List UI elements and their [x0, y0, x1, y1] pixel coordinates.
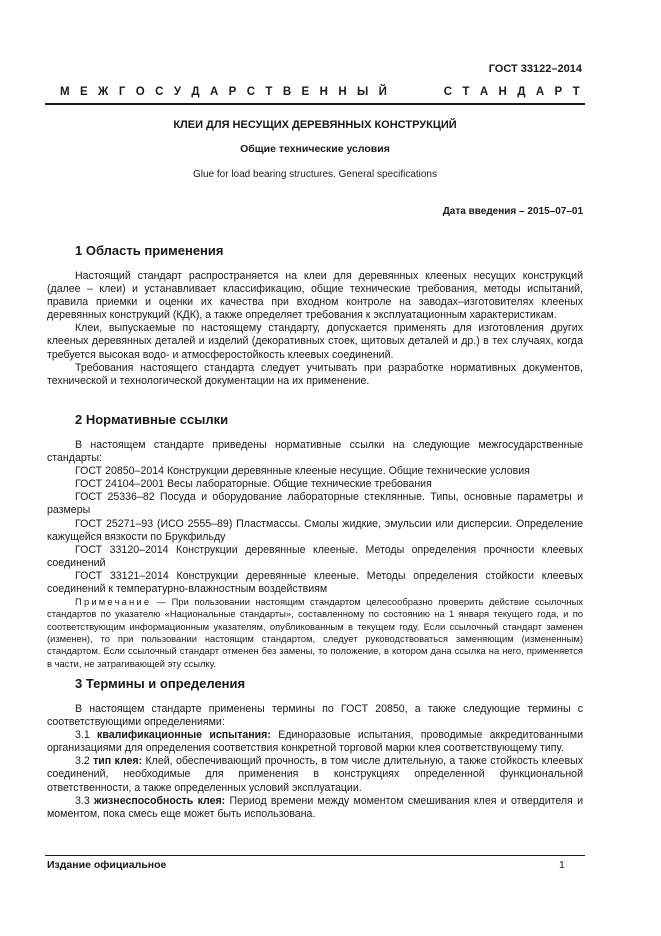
section-2-heading: 2 Нормативные ссылки [75, 412, 229, 427]
banner-letter: Г [118, 86, 126, 98]
banner-letter: В [282, 86, 292, 98]
banner-letter: Н [338, 86, 347, 98]
section-2-body [47, 439, 583, 670]
banner-letter: Й [378, 86, 387, 98]
section-1-heading: 1 Область применения [75, 243, 224, 258]
banner-letter: А [209, 86, 219, 98]
reference-item: ГОСТ 20850–2014 Конструкции деревянные клееные несущие. Общие технические условия [75, 465, 530, 478]
section-1-paragraph: Клеи, выпускаемые по настоящему стандарту, допускается применять для изготовления других клееных деревянных деталей и изделий (декоративных стоек, щитовых деталей и др.) в тех случаях, когда требуется высокая водо- и атмосферостойкость клеевых соединений. [47, 322, 583, 361]
banner-letter: Д [191, 86, 200, 98]
page-number: 1 [559, 859, 565, 871]
term-name: квалификационные испытания: [97, 729, 271, 742]
note-text: — При пользовании настоящим стандартом целесообразно проверить действие ссылочных стандартов по указателю «Национальные стандарты», составленному по состоянию на 1 января текущего года, и по соответствующим информационным указателям, опубликованным в текущем году. Если ссылочный стандарт заменен (изменен), то при пользовании настоящим стандартом, следует руководствоваться заменяющим (измененным) стандартом. Если ссылочный стандарт отменен без замены, то положение, в котором дана ссылка на него, применяется в части, не затрагивающей эту ссылку. [47, 596, 583, 669]
english-title: Glue for load bearing structures. General specifications [192, 169, 437, 180]
banner-letter: Р [554, 86, 563, 98]
footer-rule [45, 855, 585, 856]
note [47, 596, 583, 670]
banner-letter: Ж [98, 86, 109, 98]
banner-letter: Е [301, 86, 310, 98]
reference-item: ГОСТ 25271–93 (ИСО 2555–89) Пластмассы. Смолы жидкие, эмульсии или дисперсии. Определение кажущейся вязкости по Брукфильду [47, 517, 583, 543]
header-rule [45, 103, 585, 105]
banner-letter: Т [572, 86, 580, 98]
document-title: КЛЕИ ДЛЯ НЕСУЩИХ ДЕРЕВЯННЫХ КОНСТРУКЦИЙ [173, 119, 457, 131]
banner-letter: С [155, 86, 164, 98]
banner-letter: А [535, 86, 545, 98]
section-3-heading: 3 Термины и определения [75, 676, 246, 691]
introduction-date: Дата введения – 2015–07–01 [442, 206, 583, 217]
reference-item: ГОСТ 25336–82 Посуда и оборудование лабораторные стеклянные. Типы, основные параметры и размеры [47, 491, 583, 517]
term-definition [47, 755, 583, 794]
banner-letter: Д [517, 86, 526, 98]
interstate-standard-banner [60, 86, 580, 98]
banner-letter: Ы [357, 86, 369, 98]
term-number: 3.3 [75, 794, 90, 807]
term-definition [47, 795, 583, 821]
banner-letter: У [173, 86, 181, 98]
banner-letter: С [246, 86, 256, 98]
term-text: Клей, обеспечивающий прочность, в том числе длительную, а также стойкость клеевых соединений, необходимые для применения в конструкциях определенной функциональной ответственности, а также определенных условий эксплуатации. [47, 755, 583, 794]
section-1-paragraph: Настоящий стандарт распространяется на клеи для деревянных клееных несущих конструкций (далее – клеи) и устанавливает классификацию, общие технические требования, методы испытаний, правила приемки и оценки их качества при входном контроле на заводах–изготовителях клееных деревянных конструкций (КДК), а также определяет требования к эксплуатационным характеристикам. [47, 270, 583, 322]
section-2-intro: В настоящем стандарте приведены нормативные ссылки на следующие межгосударственные стандарты: [47, 439, 583, 465]
banner-gap [397, 86, 433, 98]
banner-letter: Н [319, 86, 328, 98]
note-label: Примечание [75, 596, 152, 608]
banner-letter: А [479, 86, 489, 98]
banner-letter: Е [79, 86, 88, 98]
banner-letter: М [60, 86, 70, 98]
banner-letter: Р [228, 86, 237, 98]
term-name: жизнеспособность клея: [94, 794, 226, 807]
banner-letter: Т [462, 86, 470, 98]
section-3-body [47, 703, 583, 821]
term-name: тип клея: [93, 755, 143, 768]
term-definition [47, 729, 583, 755]
reference-item: ГОСТ 33120–2014 Конструкции деревянные клееные. Методы определения прочности клеевых соединений [47, 543, 583, 569]
gost-code: ГОСТ 33122–2014 [488, 63, 582, 75]
document-subtitle: Общие технические условия [240, 143, 390, 155]
term-number: 3.1 [75, 729, 90, 742]
term-text: Период времени между моментом смешивания клея и отвердителя и моментом, пока смесь еще может быть использована. [47, 794, 583, 820]
section-3-intro: В настоящем стандарте применены термины по ГОСТ 20850, а также следующие термины с соответствующими определениями: [47, 703, 583, 729]
section-1-body [47, 270, 583, 388]
banner-letter: О [135, 86, 145, 98]
banner-letter: Т [265, 86, 273, 98]
reference-item: ГОСТ 33121–2014 Конструкции деревянные клееные. Методы определения стойкости клеевых соединений к температурно-влажностным воздействиям [47, 569, 583, 596]
banner-letter: С [443, 86, 453, 98]
official-edition-label: Издание официальное [47, 859, 167, 871]
term-text: Единоразовые испытания, проводимые аккредитованными организациями для определения соответствия конкретной торговой марки клея соответствующему типу. [47, 729, 583, 755]
banner-letter: Н [498, 86, 507, 98]
term-number: 3.2 [75, 755, 90, 768]
reference-item: ГОСТ 24104–2001 Весы лабораторные. Общие технические требования [75, 478, 432, 491]
section-1-paragraph: Требования настоящего стандарта следует учитывать при разработке нормативных документов, технической и технологической документации на их применение. [47, 361, 583, 387]
